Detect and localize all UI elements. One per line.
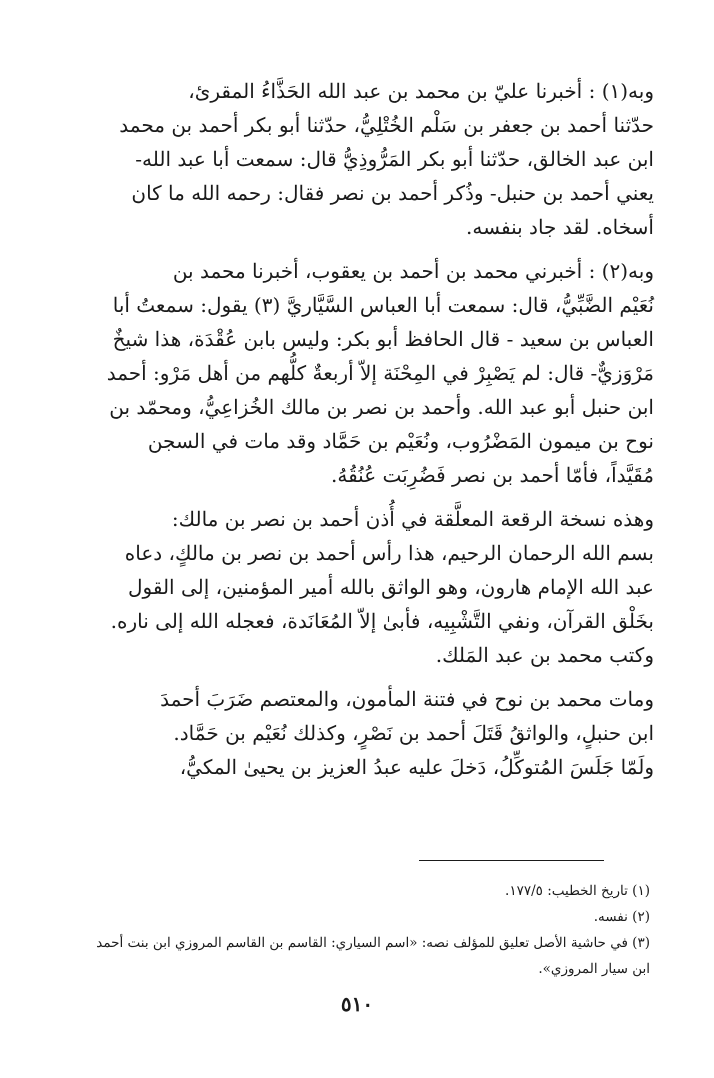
page-number: ٥١٠ <box>340 992 374 1016</box>
paragraph-4 <box>58 682 654 784</box>
main-text <box>58 74 654 784</box>
text-line: ابن عبد الخالق، حدّثنا أبو بكر المَرُّوذِيُّ قال: سمعت أبا عبد الله- <box>135 147 654 171</box>
footnote-1: (١) تاريخ الخطيب: ١٧٧/٥. <box>505 883 650 899</box>
text-line: بسم الله الرحمان الرحيم، هذا رأس أحمد بن نصر بن مالكٍ، دعاه <box>124 541 654 565</box>
text-line: ومات محمد بن نوح في فتنة المأمون، والمعتصم ضَرَبَ أحمدَ <box>160 687 654 711</box>
footnote-3-continuation: ابن سيار المروزي». <box>538 961 650 977</box>
text-line: مَرْوَزيٌّ- قال: لم يَصْبِرْ في المِحْنَة إلاّ أربعةٌ كلُّهم من أهل مَرْو: أحمد <box>106 361 654 385</box>
text-line: وبه(٢) : أخبرني محمد بن أحمد بن يعقوب، أخبرنا محمد بن <box>172 259 654 283</box>
text-line: العباس بن سعيد - قال الحافظ أبو بكر: وليس بابن عُقْدَة، هذا شيخٌ <box>112 327 654 351</box>
text-line: ولَمّا جَلَسَ المُتوكِّلُ، دَخلَ عليه عبدُ العزيز بن يحيىٰ المكيُّ، <box>179 755 654 779</box>
footnote-2: (٢) نفسه. <box>593 909 650 925</box>
text-line: عبد الله الإمام هارون، وهو الواثق بالله أمير المؤمنين، إلى القول <box>127 575 654 599</box>
footnote-divider <box>419 860 604 861</box>
text-line: مُقَيَّداً، فأمّا أحمد بن نصر فَضُرِبَت عُنُقُهُ. <box>330 463 654 487</box>
paragraph-2 <box>58 254 654 492</box>
text-line: بخَلْق القرآن، ونفي التَّشْبِيه، فأبىٰ إلاّ المُعَانَدة، فعجله الله إلى ناره. <box>110 609 654 633</box>
text-line: نُعَيْم الضَّبِّيُّ، قال: سمعت أبا العباس السَّيَّاريَّ (٣) يقول: سمعتُ أبا <box>112 293 654 317</box>
text-line: أسخاه. لقد جاد بنفسه. <box>466 215 654 239</box>
text-line: وبه(١) : أخبرنا عليّ بن محمد بن عبد الله الحَذَّاءُ المقرئ، <box>188 79 654 103</box>
footnotes <box>50 878 650 982</box>
text-line: ابن حنبل أبو عبد الله. وأحمد بن نصر بن مالك الخُزاعِيُّ، ومحمّد بن <box>109 395 654 419</box>
text-line: نوح بن ميمون المَضْرُوب، ونُعَيْم بن حَمَّاد وقد مات في السجن <box>147 429 654 453</box>
text-line: يعني أحمد بن حنبل- وذُكر أحمد بن نصر فقال: رحمه الله ما كان <box>131 181 654 205</box>
text-line: ابن حنبلٍ، والواثقُ قَتَلَ أحمد بن نَصْرٍ، وكذلك نُعَيْم بن حَمَّاد. <box>173 721 654 745</box>
footnote-3: (٣) في حاشية الأصل تعليق للمؤلف نصه: «اسم السياري: القاسم بن القاسم المروزي ابن بنت أحمد <box>96 935 650 951</box>
paragraph-3 <box>58 502 654 672</box>
text-line: حدّثنا أحمد بن جعفر بن سَلْم الخُتْلِيُّ، حدّثنا أبو بكر أحمد بن محمد <box>119 113 654 137</box>
text-line: وكتب محمد بن عبد المَلك. <box>435 643 654 667</box>
text-line: وهذه نسخة الرقعة المعلَّقة في أُذن أحمد بن نصر بن مالك: <box>171 507 654 531</box>
paragraph-1 <box>58 74 654 244</box>
